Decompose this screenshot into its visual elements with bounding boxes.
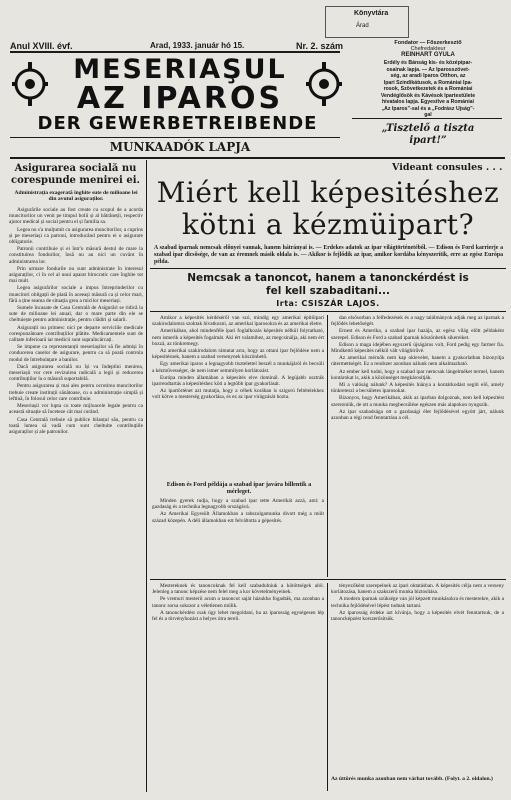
- main-paragraph: Mestereknek és tanoncoknak fel kell szabadulniuk a kötöttségek alól. Jelenleg a tanonc képzése nem felel meg a kor követelményeinek.: [152, 583, 324, 596]
- editor-line-6: hivatalos lapja. Egyesítve a Romániai: [382, 99, 474, 105]
- issue-number: Nr. 2. szám: [296, 41, 344, 51]
- left-paragraph: Sumele încasate de Casa Centrală de Asigurări se ridică la sute de milioane lei anual, dar o mare parte din ele se cheltuiește pentru administrație, pentru clădiri și salarii.: [9, 305, 143, 324]
- left-paragraph: Dacă asigurarea socială nu își va îndeplini menirea, meseriașii vor cere revizuirea radicală a legii și reducerea contribuțiilor la o măsură suportabilă.: [9, 363, 143, 383]
- main-paragraph: Az iparosság érdeke azt kívánja, hogy a képesítés elvét fenntartsuk, de a tanoncképzést korszerűsítsük.: [331, 609, 504, 623]
- left-paragraph: Prin urmare fondurile nu sunt administrate în interesul asiguraților, ci în cel al unui aparat birocratic care înghite tot mai mult.: [9, 265, 143, 285]
- continued-note: Az úttörés munka azonban nem várhat tovább. (Folyt. a 2. oldalon.): [331, 776, 493, 782]
- left-paragraph: Meseriașii vor lupta cu toate mijloacele legale pentru ca această situație să înceteze cât mai curând.: [9, 403, 143, 416]
- main-paragraph: Az ipar szabadsága ott a gazdasági élet fejlődésével együtt járt, nálunk azonban a régi rend fenntartása a cél.: [331, 408, 504, 422]
- main-paragraph: Ernest és Amerika, a szabad ipar hazája, az egész világ előtt példaként szerepel. Edison és Ford a szabad iparnak köszönhetik sikereiket.: [331, 328, 504, 341]
- main-paragraph: A modern iparnak szüksége van jól képzett munkásokra és mesterekre, akik a technika fejlődésével lépést tudnak tartani.: [331, 596, 504, 609]
- editor-line-7: „Az Iparos”-sal és a „Fodrász Ujság”-: [381, 105, 475, 112]
- main-paragraph: Az ipartörténet azt mutatja, hogy a céhek korában is szigorú feltételekhez volt kötve a mesterség gyakorlása, és ez az ipar virágzását hozta.: [152, 388, 324, 401]
- left-article-body: [9, 207, 143, 792]
- editor-line-3: Ipari Szindikátusok, a Romániai Ipa-: [383, 79, 473, 86]
- main-column-2: [331, 315, 504, 577]
- left-paragraph: Casa Centrală trebuie să publice bilanțul său, pentru ca toată lumea să vadă cum sunt cheltuite contribuțiile asiguraților și ale patronilor.: [9, 416, 143, 435]
- editor-line-0: Erdély és Bánság kis- és középipar-: [383, 60, 473, 66]
- main-paragraph: Az amerikai szakirodalom rámutat arra, hogy az ottani ipar fejlődése nem a képesítésnek, hanem a szabad versenynek köszönhető.: [152, 348, 324, 361]
- editor-line-4: rosok, Szövetkezetek és a Romániai: [383, 86, 473, 92]
- main-paragraph: Az amerikai mérnök nem kap oklevelet, hanem a gyakorlatban bizonyítja rátermettségét. Ez a rendszer azonban nálunk nem alkalmazható.: [331, 355, 504, 368]
- main-paragraph: Amerikában, ahol mindenféle ipari foglalkozás képesítés nélkül folytatható, nem ismerik a képesítés fogalmát. Aki ért valamihez, az megcsinálja, aki nem ért hozzá, az tönkremegy.: [152, 328, 324, 347]
- main-lead: A szabad iparnak nemcsak előnyei vannak, hanem hátrányai is. — Erdekes adatok az ipar világtörténetéből. — Edison és Ford karrierje a szabad ipar dicsősége, de van az éremnek másik oldala is. — Akikor is fejlődik az ipar, amikor kordába kényszerítik, erre az egész Európa példa.: [154, 245, 503, 265]
- main-paragraph: Európa minden államában a képesítés elve dominál. A legújabb osztrák iparrendtartás a képesítéshez köti a legtöbb ipar gyakorlását.: [152, 374, 324, 388]
- main-paragraph: Amikor a képesítés kérdéséről van szó, mindig egy amerikai építőipari szakirodalomra szoktak hivatkozni, az amerikai iparosokra és az amerikai életre.: [152, 315, 324, 328]
- editor-box: Fondator — Főszerkesztő Chefredakteur REINHART GYULA Erdély és Bánság kis- és középipar- osainak lapja. — Az Iparosszövet- ség, az aradi Iparos Otthon, az Ipari Szindikátusok, a Romániai Ipa- rosok, Szövetkezetek és a Romániai Vendéglősök és Kávésok Ipartestülete hivatalos lapja. Egyesítve a Romániai „Az Iparos”-sal és a „Fodrász Ujság”- gal: [352, 40, 504, 152]
- main-author: Irta: CSISZÁR LAJOS.: [276, 299, 380, 308]
- editor-line-8: gal: [424, 112, 432, 118]
- masthead-rule: [10, 51, 340, 53]
- left-article-lead: Administrația exagerată înghite sute de milioane lei din avutul asiguraților.: [14, 190, 138, 203]
- main-paragraph: Az ember kell tudni, hogy a szabad ipar nemcsak lángelméket termel, hanem kontárokat is, akik a közönséget megkárosítják.: [331, 368, 504, 381]
- main-paragraph: Pe vremuri mesterii acum a tanoncot saját házukba fogadták, ma azonban a tanonc sorsa sokszor a véletlenen múlik.: [152, 596, 324, 609]
- main-headline: Miért kell képesitéshez kötni a kézmüipart?: [156, 176, 500, 241]
- main-bottom-column-1: [152, 583, 324, 791]
- place-date: Arad, 1933. január hó 15.: [150, 41, 245, 50]
- editor-name: REINHART GYULA: [401, 52, 455, 58]
- main-paragraph: dan elsősorban a felfedezések és a nagy találmányok adják meg az iparnak a fejlődés lehetőségét.: [331, 315, 504, 328]
- gear-emblem-right-icon: [306, 60, 342, 112]
- main-paragraph: tényezőként szerepelnek az ipari oktatásban. A képesítés célja nem a verseny korlátozása, hanem a szakszerű munka biztosítása.: [331, 583, 504, 596]
- motto: „Tisztelő a tiszta ipart!”: [381, 123, 475, 146]
- left-paragraph: Asigurații nu primesc nici pe departe serviciile medicale corespunzătoare contribuțiilor plătite. Medicamentele sunt de calitate inferioară iar medicii sunt supraîncărcați.: [9, 324, 143, 344]
- gear-emblem-left-icon: [12, 60, 48, 112]
- title-romanian: MESERIAŞUL: [73, 54, 287, 85]
- main-paragraph: A tanonckérdést csak úgy lehet megoldani, ha az iparosság egységesen lép fel és a törvényhozást a helyes útra tereli.: [152, 609, 324, 623]
- left-paragraph: Patronii contribuie și ei într'o măsură destul de mare la constituirea fondurilor, însă nu au nici un cuvânt în administrarea lor.: [9, 246, 143, 265]
- main-column-1b: [152, 498, 324, 576]
- left-paragraph: Se impune ca reprezentanții meseriașilor să fie admiși în conducerea caselor de asigurare, pentru ca să poată controla modul de întrebuințare a banilor.: [9, 344, 143, 363]
- left-paragraph: Asigurările sociale au fost create cu scopul de a acorda muncitorilor un venit pe timpul bolii și al bătrâneții, respectiv ajutor medical și social pentru el și familia sa.: [9, 207, 143, 226]
- main-paragraph: Mi a valóság nálunk? A képesítés hiánya a kontárkodást segíti elő, amely tönkreteszi a becsületes iparosokat.: [331, 382, 504, 395]
- editor-line-2: ség, az aradi Iparos Otthon, az: [390, 73, 466, 79]
- main-paragraph: Bizonyos, hogy Amerikában, akik az iparban dolgoznak, nem kell képesítést szerezniük, de ott a munka megbecsülése egészen más alapokon nyugszik.: [331, 395, 504, 408]
- kicker: Videant consules . . .: [392, 162, 503, 173]
- column-divider: [146, 160, 147, 792]
- left-paragraph: Legea asigurărilor sociale a impus întreprinderilor cu muncitori obligații de plată în aceeași măsură ca și celor mari, fără a ține seama de situația grea a micilor meseriași.: [9, 285, 143, 304]
- main-paragraph: Edison a maga idejében egyszerű újságárus volt, Ford pedig egy farmer fia. Mindkettő képesítés nélkül vált világhírűvé.: [331, 341, 504, 355]
- main-column-1: [152, 315, 324, 479]
- library-stamp: Könyvtára Árad: [325, 6, 409, 38]
- volume-label: Anul XVIII. évf.: [10, 41, 73, 51]
- editor-line-1: osainak lapja. — Az Iparosszövet-: [386, 66, 470, 73]
- main-paragraph: Az Amerikai Egyesült Államokban a rabszolgamunka divott még a múlt század közepén. A déli államokban ezt felváltotta a gépesítés.: [152, 511, 324, 524]
- editor-line-5: Vendéglősök és Kávésok Ipartestülete: [380, 92, 476, 99]
- left-article-title: Asigurarea socială nu corespunde menirei ei.: [11, 163, 140, 186]
- title-hungarian: AZ IPAROS: [76, 81, 284, 116]
- subtitle: MUNKAADÓK LAPJA: [109, 140, 251, 154]
- left-paragraph: Legea nu s'a mulțumit cu asigurarea muncitorilor, a cuprins și pe meseriași ca patroni, introducând pentru ei o asigurare obligatorie.: [9, 226, 143, 246]
- main-subtitle: Nemcsak a tanoncot, hanem a tanonckérdést is fel kell szabaditani...: [187, 272, 469, 297]
- title-german: DER GEWERBETREIBENDE: [37, 113, 318, 134]
- main-column-1-subheading: Edison és Ford példája a szabad ipar javára billentik a mérleget.: [166, 481, 312, 495]
- main-bottom-column-2: [331, 583, 504, 773]
- main-paragraph: Egy amerikai iparos a legnagyobb tisztelettel beszél a munkájáról és becsüli a kézművességet, de nem ismer semmilyen korlátozást.: [152, 361, 324, 374]
- main-paragraph: Minden gyerek tudja, hogy a szabad ipar tette Amerikát azzá, ami: a gazdaság és a technika legnagyobb országává.: [152, 498, 324, 511]
- left-paragraph: Pentru asigurarea și mai ales pentru ocrotirea muncitorilor trebuie create instituții sănătoase, cu o administrație simplă și ieftină, în folosul celor care contribuie.: [9, 383, 143, 402]
